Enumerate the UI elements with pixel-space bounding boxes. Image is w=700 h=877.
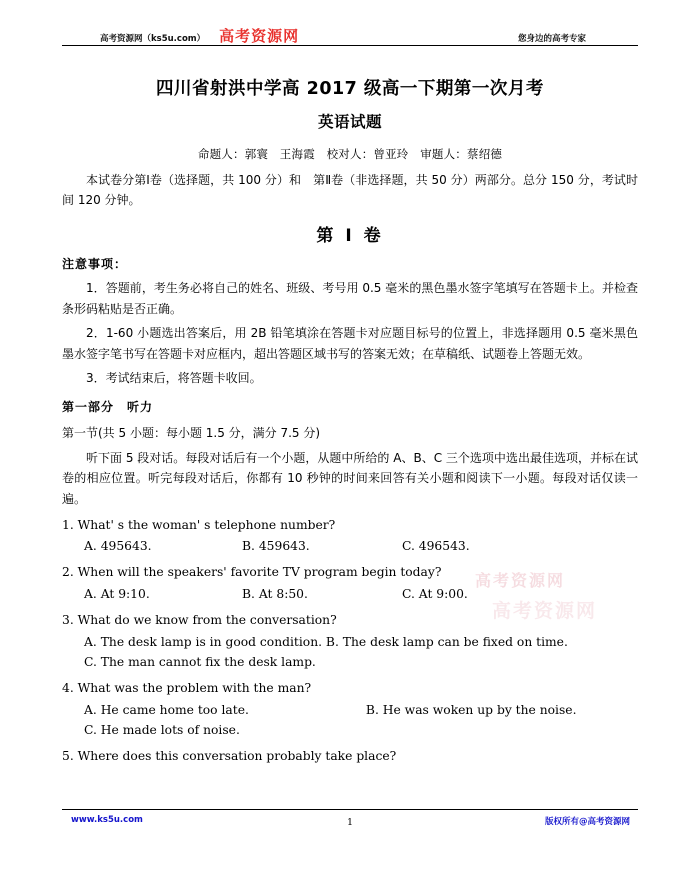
question-3-option-ab[interactable]: A. The desk lamp is in good condition. B. The desk lamp can be fixed on time. (84, 635, 568, 650)
section-heading-first: 第一节(共 5 小题：每小题 1.5 分，满分 7.5 分) (62, 426, 321, 441)
header-tagline: 您身边的高考专家 (517, 34, 586, 44)
part-heading-listening: 第一部分 听力 (62, 400, 154, 415)
exam-intro-paragraph: 本试卷分第Ⅰ卷（选择题，共 100 分）和 第Ⅱ卷（非选择题，共 50 分）两部分。总分 150 分，考试时间 120 分钟。 (62, 172, 638, 208)
question-3-options (62, 633, 638, 673)
question-2-option-a[interactable]: A. At 9:10. (84, 587, 150, 602)
question-4-stem: 4. What was the problem with the man? (62, 680, 312, 695)
watermark-text-2: 高考资源网 (492, 600, 598, 622)
notice-item-2: 2．1-60 小题选出答案后，用 2B 铅笔填涂在答题卡对应题目标号的位置上，非选择题用 0.5 毫米黑色墨水签字笔书写在答题卡对应框内，超出答题区域书写的答案无效；在草稿纸、试题卷上答题无效。 (62, 326, 638, 361)
question-4-option-a[interactable]: A. He came home too late. (84, 702, 249, 717)
page-running-footer (62, 809, 638, 835)
question-3-stem: 3. What do we know from the conversation? (62, 613, 337, 628)
question-5-stem: 5. Where does this conversation probably take place? (62, 748, 397, 763)
question-2-stem: 2. When will the speakers' favorite TV program begin today? (62, 565, 442, 580)
question-4-option-b[interactable]: B. He was woken up by the noise. (365, 702, 577, 717)
footer-copyright: 版权所有@高考资源网 (544, 817, 630, 827)
question-1-option-a[interactable]: A. 495643. (84, 539, 152, 554)
paper-section-heading: 第 Ⅰ 卷 (316, 225, 384, 246)
header-logo-text: 高考资源网 (219, 27, 300, 45)
question-4-options-row (84, 701, 638, 721)
question-2-options (62, 585, 638, 605)
header-site-name: 高考资源网（ks5u.com） (100, 34, 206, 44)
footer-page-number: 1 (346, 817, 354, 828)
notice-item-1: 1．答题前，考生务必将自己的姓名、班级、考号用 0.5 毫米的黑色墨水签字笔填写在答题卡上。并检查条形码粘贴是否正确。 (62, 280, 638, 316)
question-4-option-c[interactable]: C. He made lots of noise. (84, 722, 240, 737)
footer-row (62, 815, 638, 831)
running-header-inner (62, 29, 638, 45)
question-1-options (62, 537, 638, 557)
author-byline: 命题人：郭寰 王海霞 校对人：曾亚玲 审题人：蔡绍德 (197, 146, 503, 161)
notice-heading: 注意事项： (62, 256, 128, 271)
page-running-header (62, 0, 638, 46)
question-4-options (62, 701, 638, 741)
watermark-text-1: 高考资源网 (475, 571, 566, 590)
notice-item-3: 3．考试结束后，将答题卡收回。 (86, 371, 262, 386)
page-title: 四川省射洪中学高 2017 级高一下期第一次月考 (156, 79, 544, 99)
footer-site-url[interactable]: www.ks5u.com (71, 815, 143, 825)
question-2-option-b[interactable]: B. At 8:50. (242, 587, 308, 602)
page-subtitle: 英语试题 (317, 113, 382, 132)
question-1-option-c[interactable]: C. 496543. (402, 539, 470, 554)
section-instruction: 听下面 5 段对话。每段对话后有一个小题，从题中所给的 A、B、C 三个选项中选出最佳选项，并标在试卷的相应位置。听完每段对话后，你都有 10 秒钟的时间来回答有关小题和阅读下一小题。每段对话仅读一遍。 (62, 450, 638, 506)
question-2-option-c[interactable]: C. At 9:00. (402, 587, 468, 602)
question-1-stem: 1. What' s the woman' s telephone number? (62, 517, 336, 532)
question-1-option-b[interactable]: B. 459643. (242, 539, 310, 554)
question-3-option-c[interactable]: C. The man cannot fix the desk lamp. (84, 654, 316, 669)
document-content (62, 46, 638, 766)
